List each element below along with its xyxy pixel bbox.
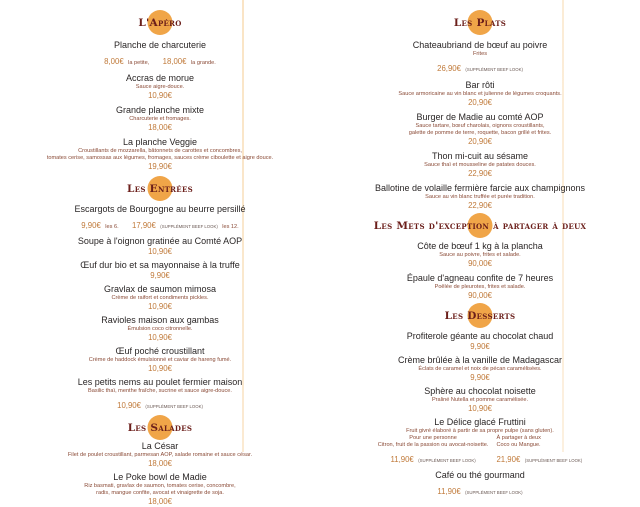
- item-name: Burger de Madie au comté AOP: [416, 112, 544, 122]
- item-price: 20,90€: [468, 98, 492, 107]
- item-price: 9,90€: [470, 373, 490, 382]
- item-desc: Éclats de caramel et noix de pécan caramélisées.: [418, 366, 542, 372]
- item-price: 10,90€: [148, 364, 172, 373]
- item-note: (SUPPLÉMENT BEEF LOOK): [145, 404, 203, 409]
- item-name: Côte de bœuf 1 kg à la plancha: [417, 241, 543, 251]
- menu-item: [10, 315, 310, 343]
- item-price: 18,00€: [148, 497, 172, 506]
- left-column: [10, 0, 310, 507]
- item-name: Le Poke bowl de Madie: [113, 472, 207, 482]
- item-price: 10,90€: [148, 247, 172, 256]
- item-option-desc: Coco ou Mangue.: [496, 442, 541, 448]
- item-name: La César: [141, 441, 179, 451]
- menu-item: [330, 112, 630, 147]
- item-price: 8,00€: [104, 57, 124, 66]
- item-name: La planche Veggie: [122, 137, 198, 147]
- menu-item: [10, 377, 310, 413]
- item-price: 10,90€: [148, 333, 172, 342]
- item-price: 90,00€: [468, 291, 492, 300]
- menu-item: [10, 236, 310, 257]
- item-price: 10,90€: [468, 404, 492, 413]
- menu-item: [10, 40, 310, 69]
- section-title: L'Apéro: [138, 17, 182, 29]
- section-salades-header: [120, 415, 200, 441]
- item-desc: Croustillants de mozzarella, bâtonnets de carottes et concombres,: [78, 148, 242, 154]
- item-price: 17,90€: [131, 221, 156, 230]
- menu-item: [330, 355, 630, 383]
- item-price: 22,90€: [468, 169, 492, 178]
- item-option: À partager à deux: [496, 435, 541, 441]
- item-price: 10,90€: [148, 302, 172, 311]
- menu-item: [330, 417, 630, 467]
- item-desc: radis, mangue confite, avocat et vinaigrette de soja.: [96, 490, 224, 496]
- item-desc: tomates cerise, samossas aux légumes, fromages, sauces crème ciboulette et aigre douce.: [46, 155, 274, 161]
- item-desc: Fruit givré élaboré à partir de sa propre pulpe (sans gluten).: [406, 428, 554, 434]
- item-desc: Basilic thaï, menthe fraîche, sucrine et sauce aigre-douce.: [88, 388, 232, 394]
- menu-item: [330, 470, 630, 499]
- menu-item: [330, 40, 630, 76]
- item-option-desc: Citron, fruit de la passion ou avocat-noisette.: [377, 442, 489, 448]
- menu-item: [330, 151, 630, 179]
- item-name: Thon mi-cuit au sésame: [431, 151, 529, 161]
- section-plats-header: [445, 10, 515, 36]
- item-price: 18,00€: [148, 459, 172, 468]
- item-label: les 12.: [222, 224, 239, 230]
- item-desc: galette de pomme de terre, roquette, bacon grillé et frites.: [408, 130, 552, 136]
- section-title: Les Plats: [453, 17, 507, 29]
- item-desc: Sauce thaï et mousseline de patates douces.: [424, 162, 536, 168]
- item-price: 18,00€: [148, 123, 172, 132]
- item-price: 11,90€: [437, 487, 461, 496]
- item-desc: Praliné Nutella et pomme caramélisée.: [431, 397, 529, 403]
- item-label: la petite,: [128, 60, 150, 66]
- item-name: Crème brûlée à la vanille de Madagascar: [397, 355, 563, 365]
- item-price: 11,90€: [390, 455, 414, 464]
- item-desc: Riz basmati, gravlax de saumon, tomates cerise, concombre,: [84, 483, 236, 489]
- item-price: 19,90€: [148, 162, 172, 171]
- menu-item: [10, 260, 310, 281]
- item-desc: Sauce tartare, bœuf charolais, oignons croustillants,: [415, 123, 545, 129]
- item-name: Œuf dur bio et sa mayonnaise à la truffe: [80, 260, 240, 270]
- menu-item: [10, 73, 310, 101]
- item-name: Accras de morue: [125, 73, 195, 83]
- section-title: Les Mets d'exception à partager à deux: [373, 220, 587, 232]
- item-name: Chateaubriand de bœuf au poivre: [412, 40, 548, 50]
- item-desc: Crème de raifort et condiments pickles.: [111, 295, 209, 301]
- item-option: Pour une personne: [409, 435, 457, 441]
- item-name: Œuf poché croustillant: [115, 346, 205, 356]
- item-price: 18,00€: [162, 57, 187, 66]
- section-title: Les Desserts: [444, 310, 516, 322]
- item-price: 22,90€: [468, 201, 492, 210]
- menu-item: [330, 331, 630, 352]
- section-partager-header: [370, 213, 590, 239]
- item-name: Soupe à l'oignon gratinée au Comté AOP: [77, 236, 243, 246]
- item-price: 90,00€: [468, 259, 492, 268]
- item-price: 20,90€: [468, 137, 492, 146]
- item-price: 9,90€: [81, 221, 101, 230]
- item-price: 10,90€: [117, 401, 141, 410]
- menu-item: [10, 204, 310, 233]
- item-name: Sphère au chocolat noisette: [424, 386, 536, 396]
- menu-item: [10, 346, 310, 374]
- item-note: (SUPPLÉMENT BEEF LOOK): [465, 67, 523, 72]
- item-name: Ballotine de volaille fermière farcie aux champignons: [374, 183, 586, 193]
- section-entrees-header: [120, 176, 200, 202]
- item-desc: Filet de poulet croustillant, parmesan AOP, salade romaine et sauce césar.: [67, 452, 253, 458]
- menu-item: [10, 137, 310, 172]
- menu-item: [10, 105, 310, 133]
- menu-item: [10, 441, 310, 469]
- item-name: Profiterole géante au chocolat chaud: [406, 331, 554, 341]
- item-note: (SUPPLÉMENT BEEF LOOK): [160, 224, 218, 229]
- item-desc: Sauce armoricaine au vin blanc et julienne de légumes croquants.: [398, 91, 562, 97]
- item-desc: Émulsion coco citronnelle.: [127, 326, 193, 332]
- item-name: Gravlax de saumon mimosa: [103, 284, 217, 294]
- item-name: Café ou thé gourmand: [435, 470, 525, 480]
- section-title: Les Entrées: [127, 183, 193, 195]
- item-desc: Frites: [473, 51, 487, 57]
- item-label: les 6.: [105, 224, 119, 230]
- item-note: (SUPPLÉMENT BEEF LOOK): [524, 458, 583, 463]
- item-price: 21,90€: [496, 455, 521, 464]
- item-price: 26,90€: [437, 64, 461, 73]
- menu-item: [10, 472, 310, 507]
- section-title: Les Salades: [127, 422, 193, 434]
- item-label: la grande.: [190, 60, 216, 66]
- item-name: Grande planche mixte: [115, 105, 205, 115]
- menu-item: [330, 241, 630, 269]
- menu-item: [330, 273, 630, 301]
- item-note: (SUPPLÉMENT BEEF LOOK): [465, 490, 523, 495]
- right-column: [330, 0, 630, 499]
- item-name: Planche de charcuterie: [113, 40, 207, 50]
- item-name: Escargots de Bourgogne au beurre persillé: [74, 204, 246, 214]
- item-desc: Sauce au vin blanc truffée et purée tradition.: [425, 194, 535, 200]
- item-name: Le Délice glacé Fruttini: [434, 417, 526, 427]
- menu-item: [10, 284, 310, 312]
- menu-item: [330, 183, 630, 211]
- item-name: Épaule d'agneau confite de 7 heures: [406, 273, 554, 283]
- item-price: 10,90€: [148, 91, 172, 100]
- menu-item: [330, 80, 630, 108]
- section-apero-header: [130, 10, 190, 36]
- section-desserts-header: [440, 303, 520, 329]
- item-price: 9,90€: [150, 271, 170, 280]
- item-desc: Charcuterie et fromages.: [129, 116, 191, 122]
- item-name: Ravioles maison aux gambas: [101, 315, 219, 325]
- item-desc: Poêlée de pleurotes, frites et salade.: [434, 284, 526, 290]
- item-desc: Sauce aigre-douce.: [135, 84, 185, 90]
- item-desc: Crème de haddock émulsionné et caviar de hareng fumé.: [88, 357, 232, 363]
- item-note: (SUPPLÉMENT BEEF LOOK): [418, 458, 476, 463]
- item-name: Bar rôti: [465, 80, 495, 90]
- item-desc: Sauce au poivre, frites et salade.: [439, 252, 521, 258]
- item-price: 9,90€: [470, 342, 490, 351]
- menu-item: [330, 386, 630, 414]
- item-name: Les petits nems au poulet fermier maison: [77, 377, 243, 387]
